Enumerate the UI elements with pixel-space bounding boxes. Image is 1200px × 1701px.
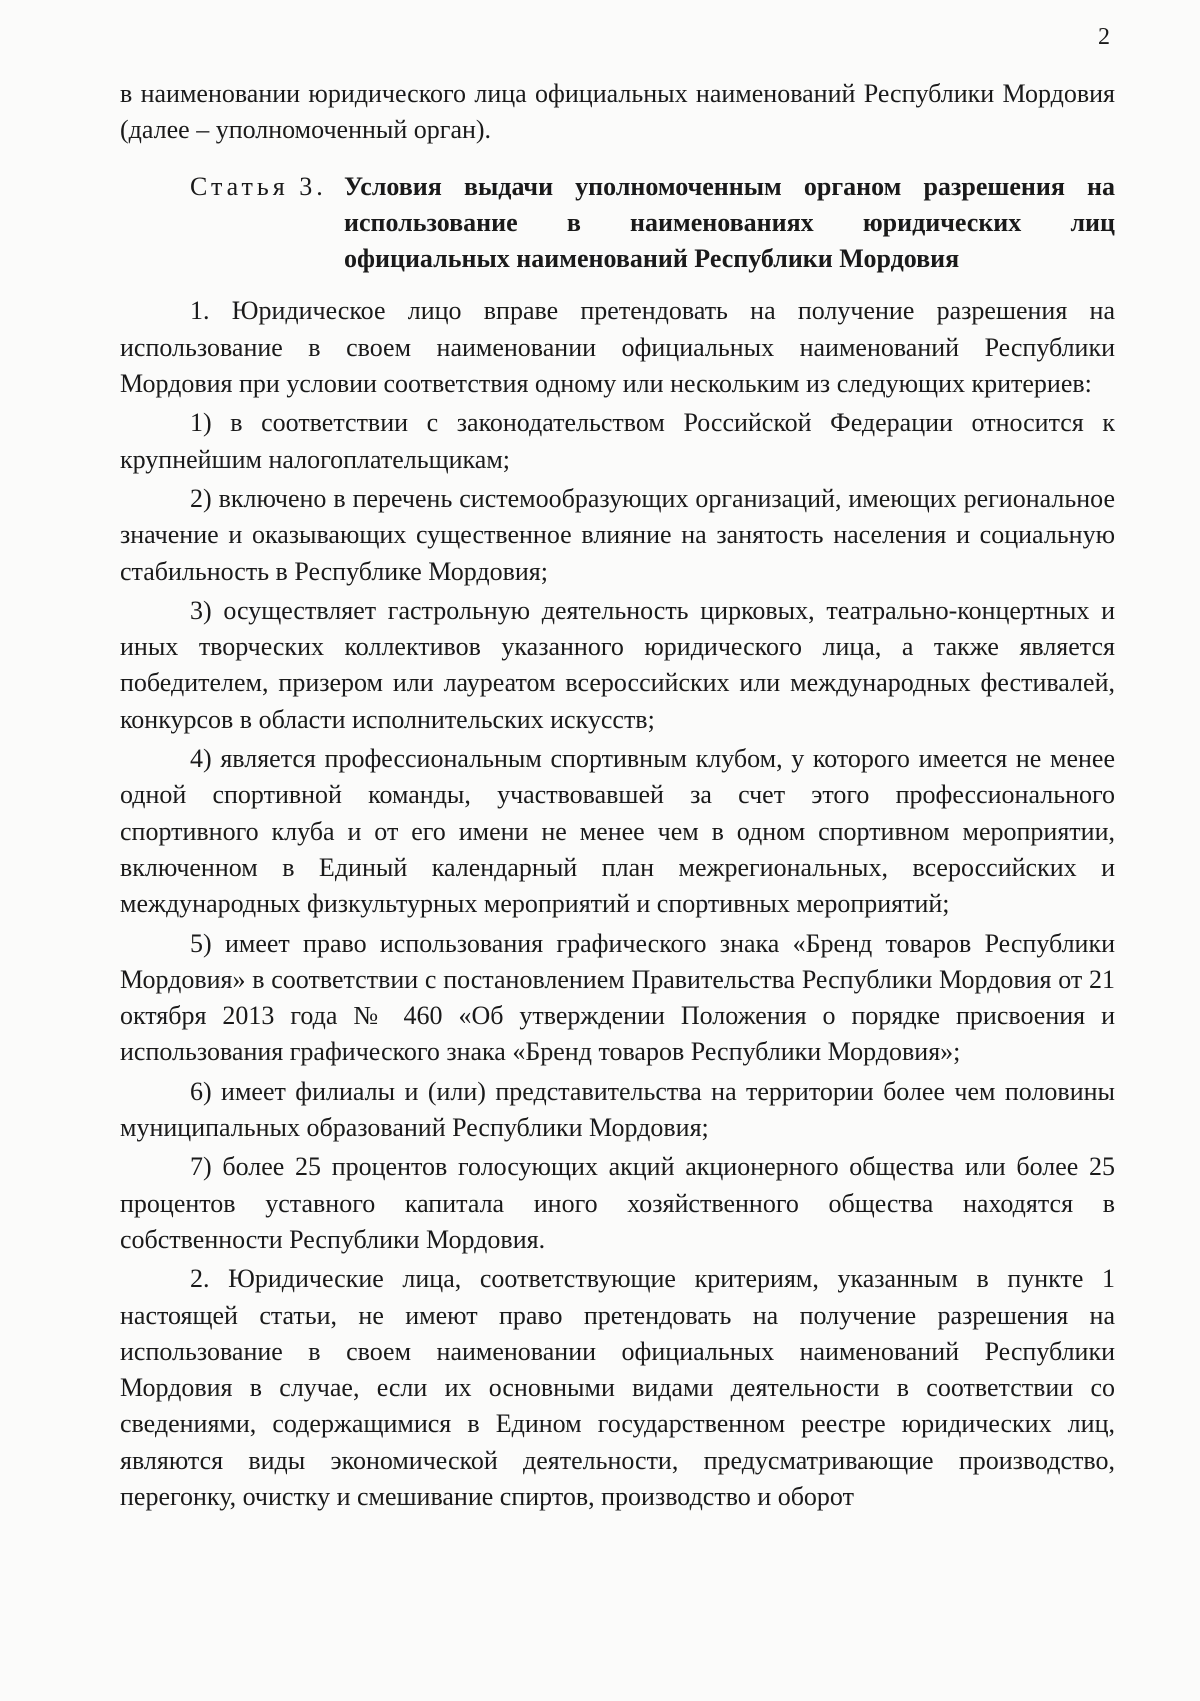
article-heading (120, 169, 1115, 278)
clause-2: 2. Юридические лица, соответствующие критериям, указанным в пункте 1 настоящей статьи, не имеют право претендовать на получение разрешения на использование в своем наименовании официальных наименований Республики Мордовия в случае, если их основными видами деятельности в соответствии со сведениями, содержащимися в Едином государственном реестре юридических лиц, являются виды экономической деятельности, предусматривающие производство, перегонку, очистку и смешивание спиртов, производство и оборот (120, 1264, 1115, 1511)
clause-1-item-1: 1) в соответствии с законодательством Российской Федерации относится к крупнейшим налогоплательщикам; (120, 408, 1115, 474)
page-number: 2 (1098, 24, 1110, 50)
clause-1-item-7: 7) более 25 процентов голосующих акций акционерного общества или более 25 процентов уставного капитала иного хозяйственного общества находятся в собственности Республики Мордовия. (120, 1152, 1115, 1254)
clause-1-item-3: 3) осуществляет гастрольную деятельность цирковых, театрально-концертных и иных творческих коллективов указанного юридического лица, а также является победителем, призером или лауреатом всероссийских или международных фестивалей, конкурсов в области исполнительских искусств; (120, 595, 1115, 734)
intro-paragraph: в наименовании юридического лица официальных наименований Республики Мордовия (далее – уполномоченный орган). (120, 79, 1115, 145)
clause-1-item-2: 2) включено в перечень системообразующих организаций, имеющих региональное значение и оказывающих существенное влияние на занятость населения и социальную стабильность в Республике Мордовия; (120, 483, 1115, 586)
article-title: Условия выдачи уполномоченным органом разрешения на использование в наименованиях юридических лиц официальных наименований Республики Мордовия (344, 171, 1115, 274)
clause-1-item-6: 6) имеет филиалы и (или) представительства на территории более чем половины муниципальных образований Республики Мордовия; (120, 1076, 1115, 1143)
clause-1-item-5: 5) имеет право использования графического знака «Бренд товаров Республики Мордовия» в соответствии с постановлением Правительства Республики Мордовия от 21 октября 2013 года № 460 «Об утверждении Положения о порядке присвоения и использования графического знака «Бренд товаров Республики Мордовия»; (120, 928, 1115, 1067)
article-label: Статья 3. (190, 171, 327, 201)
clause-1-intro: 1. Юридическое лицо вправе претендовать на получение разрешения на использование в своем наименовании официальных наименований Республики Мордовия при условии соответствия одному или нескольким из следующих критериев: (120, 296, 1115, 399)
clause-1-item-4: 4) является профессиональным спортивным клубом, у которого имеется не менее одной спортивной команды, участвовавшей за счет этого профессионального спортивного клуба и от его имени не менее чем в одном спортивном мероприятии, включенном в Единый календарный план межрегиональных, всероссийских и международных физкультурных мероприятий и спортивных мероприятий; (120, 744, 1115, 919)
document-body (120, 76, 1115, 1518)
